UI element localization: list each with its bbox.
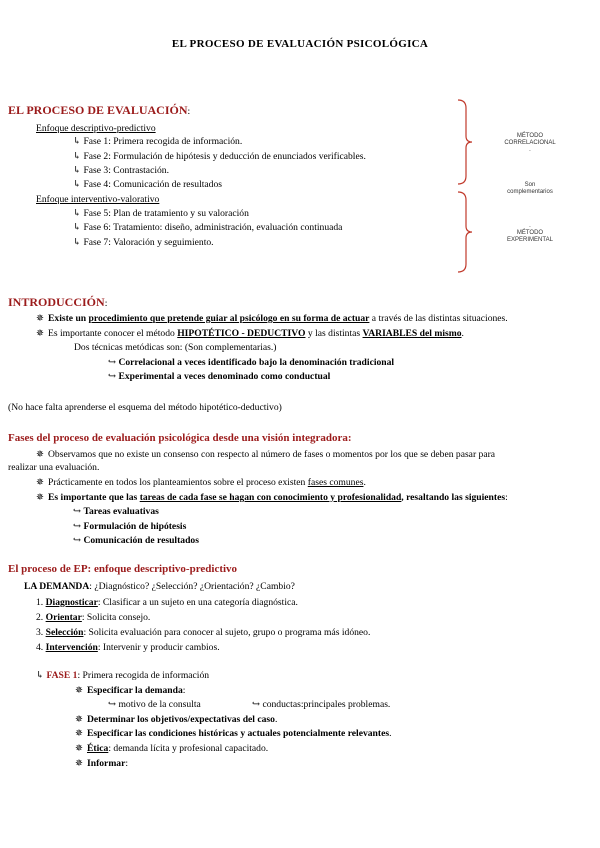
bullet-item (36, 449, 495, 461)
label-line: complementarios (507, 189, 553, 196)
hook-arrow-icon: ↪ (73, 535, 82, 546)
item-number: 2. (36, 612, 44, 623)
text-run: Observamos que no existe un consenso con respecto al número de fases o momentos por los que se deben pasar para (48, 449, 496, 460)
item-key: Diagnosticar (45, 597, 98, 608)
text-run: . (274, 714, 278, 725)
label-line: MÉTODO (516, 133, 544, 139)
demanda-line (24, 581, 295, 593)
fase1-bullet (75, 743, 268, 755)
text-run: tareas de cada fase se hagan con conocimiento y profesionalidad (139, 492, 402, 503)
fase1-bullet (75, 685, 185, 697)
text-run: procedimiento que pretende guiar al psicólogo en su forma de actuar (88, 313, 370, 324)
task-item (73, 506, 159, 518)
star-bullet-icon: ✵ (75, 743, 84, 754)
item-value: : Solicita evaluación para conocer al sujeto, grupo o programa más idóneo. (83, 627, 371, 638)
phase-item (73, 237, 214, 249)
text-run: . (363, 477, 366, 488)
bullet-item (36, 477, 366, 489)
corner-arrow-icon: ↳ (73, 179, 82, 190)
label-dot: . (529, 223, 531, 229)
phase-item (73, 136, 242, 148)
sub-text: motivo de la consulta (118, 699, 201, 710)
bullet-item (36, 313, 508, 325)
label-dot: . (529, 147, 531, 154)
phase-text: Fase 5: Plan de tratamiento y su valoración (83, 208, 249, 219)
sub-item (252, 699, 390, 711)
phase-text: Fase 4: Comunicación de resultados (83, 179, 223, 190)
numbered-item (36, 612, 150, 624)
technique-text: Experimental a veces denominado como conductual (118, 371, 331, 382)
technique-item (108, 357, 394, 369)
text-run: : (505, 492, 508, 503)
text-run: VARIABLES del mismo (362, 328, 462, 339)
phase-text: Fase 3: Contrastación. (83, 165, 169, 176)
item-number: 4. (36, 642, 44, 653)
item-key: Intervención (45, 642, 98, 653)
text-run: Determinar los objetivos/expectativas del caso (87, 714, 275, 725)
sub-text: conductas:principales problemas. (262, 699, 391, 710)
text-run: , resaltando las siguientes (401, 492, 506, 503)
bullet-item (36, 328, 464, 340)
star-bullet-icon: ✵ (75, 728, 84, 739)
star-bullet-icon: ✵ (75, 714, 84, 725)
text-run: Existe un (48, 313, 89, 324)
method-correlational-label (500, 133, 560, 155)
star-bullet-icon: ✵ (36, 477, 45, 488)
section-proceso (8, 103, 190, 118)
phase-item (73, 151, 366, 163)
hook-arrow-icon: ↪ (73, 521, 82, 532)
label-line: CORRELACIONAL (504, 140, 556, 147)
text-run: : (182, 685, 186, 696)
section-heading-proceso: EL PROCESO DE EVALUACIÓN (8, 103, 188, 117)
text-run: Prácticamente en todos los planteamientos sobre el proceso existen (48, 477, 308, 488)
bullet-continuation: realizar una evaluación. (8, 462, 100, 473)
star-bullet-icon: ✵ (36, 492, 45, 503)
hook-arrow-icon: ↪ (108, 357, 117, 368)
hook-arrow-icon: ↪ (252, 699, 261, 710)
text-run: Es importante que las (48, 492, 140, 503)
task-text: Formulación de hipótesis (83, 521, 187, 532)
method-experimental-label (500, 223, 560, 245)
item-value: : Solicita consejo. (81, 612, 151, 623)
text-run: Es importante conocer el método (48, 328, 178, 339)
corner-arrow-icon: ↳ (73, 208, 82, 219)
task-item (73, 521, 186, 533)
text-run: . (461, 328, 464, 339)
enfoque-descriptivo-label: Enfoque descriptivo-predictivo (36, 123, 156, 134)
text-run: : Primera recogida de información (77, 670, 210, 681)
label-line: EXPERIMENTAL (507, 237, 553, 244)
text-run: Informar (87, 758, 126, 769)
star-bullet-icon: ✵ (36, 449, 45, 460)
text-run: : (125, 758, 129, 769)
phase-text: Fase 1: Primera recogida de información. (83, 136, 243, 147)
right-brace-icon (456, 190, 476, 274)
technique-item (108, 371, 330, 383)
item-key: Selección (45, 627, 84, 638)
text-run: HIPOTÉTICO - DEDUCTIVO (177, 328, 306, 339)
task-item (73, 535, 199, 547)
note: (No hace falta aprenderse el esquema del método hipotético-deductivo) (8, 402, 282, 413)
text-run: y las distintas (305, 328, 363, 339)
text-run: Especificar las condiciones históricas y actuales potencialmente relevantes (87, 728, 390, 739)
heading-colon: : (104, 298, 108, 309)
label-line: Son (524, 182, 536, 188)
bullet-item (36, 492, 508, 504)
numbered-item (36, 642, 220, 654)
section-introduccion (8, 295, 107, 310)
star-bullet-icon: ✵ (75, 758, 84, 769)
text-run: FASE 1 (46, 670, 78, 681)
phase-text: Fase 2: Formulación de hipótesis y deducción de enunciados verificables. (83, 151, 366, 162)
techniques-intro: Dos técnicas metódicas son: (Son complementarias.) (74, 342, 277, 353)
item-key: Orientar (45, 612, 82, 623)
section-heading-introduccion: INTRODUCCIÓN (8, 295, 105, 309)
phase-text: Fase 6: Tratamiento: diseño, administración, evaluación continuada (83, 222, 343, 233)
label-line: MÉTODO (516, 230, 544, 237)
complementary-label (490, 182, 570, 196)
text-run: . (389, 728, 392, 739)
item-number: 3. (36, 627, 44, 638)
phase-item (73, 222, 342, 234)
corner-arrow-icon: ↳ (73, 165, 82, 176)
fase1-bullet (75, 758, 128, 770)
star-bullet-icon: ✵ (36, 328, 45, 339)
text-run: LA DEMANDA (24, 581, 90, 592)
text-run: Especificar la demanda (87, 685, 183, 696)
text-run: : ¿Diagnóstico? ¿Selección? ¿Orientación? ¿Cambio? (89, 581, 295, 592)
task-text: Comunicación de resultados (83, 535, 199, 546)
star-bullet-icon: ✵ (36, 313, 45, 324)
fase1-bullet (75, 728, 391, 740)
phase-item (73, 208, 249, 220)
sub-item (108, 699, 201, 711)
corner-arrow-icon: ↳ (73, 151, 82, 162)
corner-arrow-icon: ↳ (73, 136, 82, 147)
item-value: : Clasificar a un sujeto en una categoría diagnóstica. (97, 597, 298, 608)
star-bullet-icon: ✵ (75, 685, 84, 696)
page-title: EL PROCESO DE EVALUACIÓN PSICOLÓGICA (171, 38, 429, 50)
section-heading-fases: Fases del proceso de evaluación psicológica desde una visión integradora: (8, 432, 352, 444)
technique-text: Correlacional a veces identificado bajo la denominación tradicional (118, 357, 395, 368)
item-value: : Intervenir y producir cambios. (97, 642, 220, 653)
hook-arrow-icon: ↪ (73, 506, 82, 517)
numbered-item (36, 627, 370, 639)
fase1-line (36, 670, 209, 682)
phase-item (73, 165, 169, 177)
enfoque-interventivo-label: Enfoque interventivo-valorativo (36, 194, 160, 205)
corner-arrow-icon: ↳ (36, 670, 45, 681)
item-number: 1. (36, 597, 44, 608)
section-heading-enfoque: El proceso de EP: enfoque descriptivo-predictivo (8, 563, 238, 575)
text-run: : demanda lícita y profesional capacitado. (108, 743, 269, 754)
task-text: Tareas evaluativas (83, 506, 159, 517)
text-run: a través de las distintas situaciones. (369, 313, 508, 324)
phase-text: Fase 7: Valoración y seguimiento. (83, 237, 214, 248)
corner-arrow-icon: ↳ (73, 237, 82, 248)
numbered-item (36, 597, 298, 609)
corner-arrow-icon: ↳ (73, 222, 82, 233)
heading-colon: : (187, 106, 191, 117)
fase1-bullet (75, 714, 277, 726)
phase-item (73, 179, 222, 191)
text-run: fases comunes (307, 477, 364, 488)
text-run: Ética (87, 743, 109, 754)
hook-arrow-icon: ↪ (108, 371, 117, 382)
hook-arrow-icon: ↪ (108, 699, 117, 710)
right-brace-icon (456, 98, 476, 186)
